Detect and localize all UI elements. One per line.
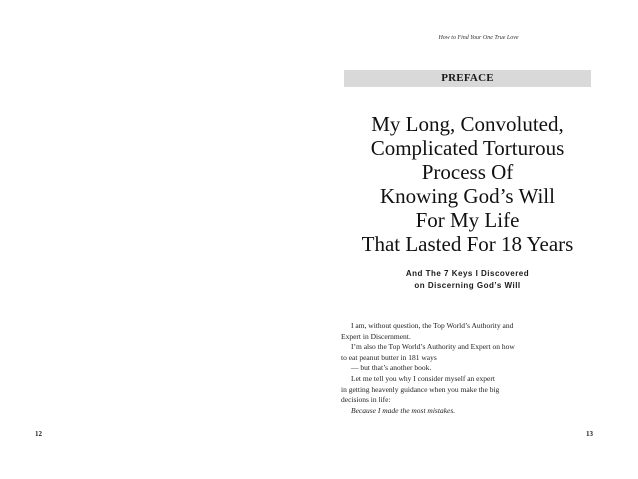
title-line: For My Life — [415, 208, 520, 232]
right-page — [319, 0, 638, 479]
subtitle-line: on Discerning God’s Will — [414, 281, 521, 290]
running-head: How to Find Your One True Love — [438, 35, 519, 41]
page-number-left: 12 — [35, 430, 42, 438]
body-line: I am, without question, the Top World’s Authority and — [351, 321, 514, 330]
body-line: Because I made the most mistakes. — [351, 405, 456, 415]
title-line: Knowing God’s Will — [380, 184, 555, 208]
page-number-right: 13 — [586, 430, 593, 438]
body-line: in getting heavenly guidance when you make the big — [341, 384, 500, 394]
chapter-subtitle — [334, 268, 601, 292]
subtitle-line: And The 7 Keys I Discovered — [405, 269, 530, 278]
title-line: Process Of — [421, 160, 514, 184]
body-line: Expert in Discernment. — [341, 331, 411, 341]
body-line: Let me tell you why I consider myself an expert — [351, 373, 495, 383]
body-line: decisions in life: — [341, 395, 391, 405]
title-line: That Lasted For 18 Years — [361, 232, 574, 256]
body-text — [341, 321, 593, 416]
chapter-title — [334, 112, 601, 256]
section-label: PREFACE — [344, 70, 591, 87]
title-line: Complicated Torturous — [370, 136, 565, 160]
body-line: — but that’s another book. — [351, 363, 432, 373]
title-line: My Long, Convoluted, — [371, 112, 564, 136]
body-line: to eat peanut butter in 181 ways — [341, 352, 437, 362]
body-line: I’m also the Top World’s Authority and Expert on how — [351, 342, 515, 352]
